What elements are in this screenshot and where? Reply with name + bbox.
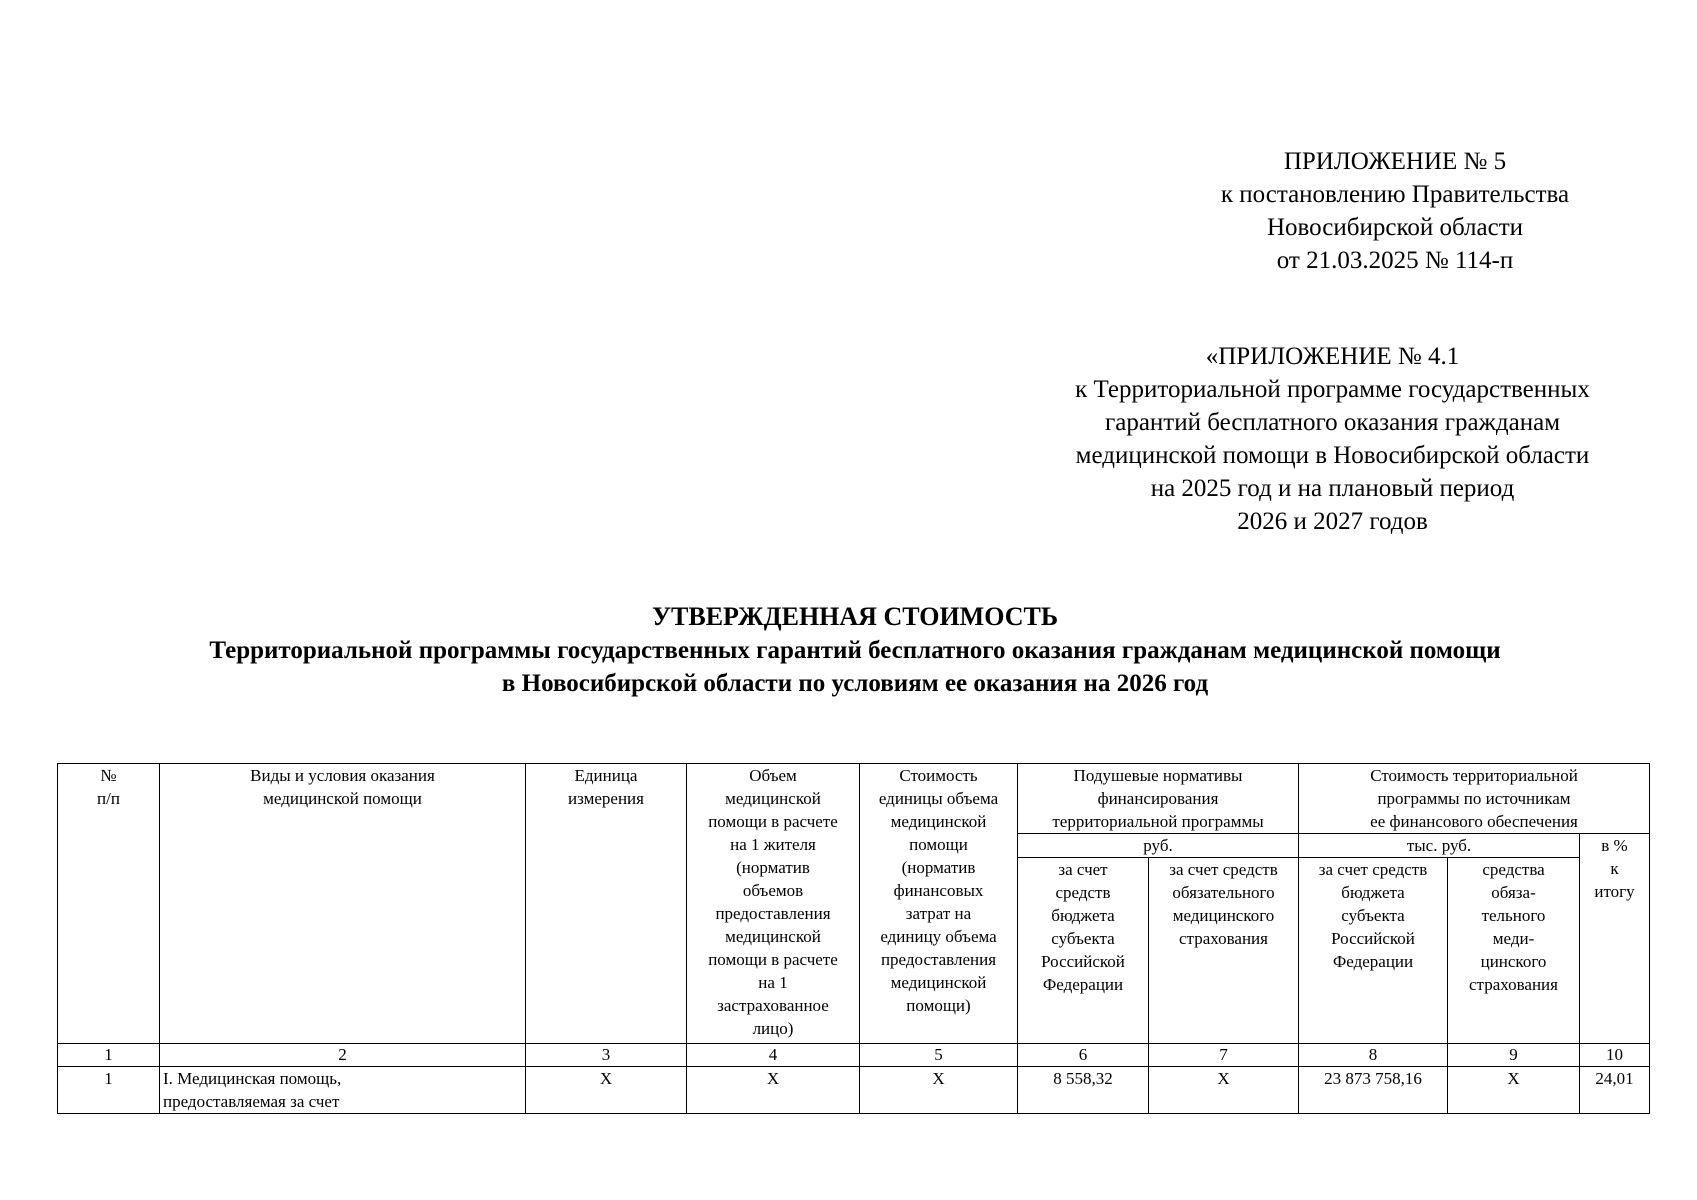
cell-type: I. Медицинская помощь, предоставляемая за счет bbox=[160, 1067, 526, 1114]
title-main: УТВЕРЖДЕННАЯ СТОИМОСТЬ bbox=[651, 602, 1059, 631]
header-budget-rf-2: за счет средств бюджета субъекта Российской Федерации bbox=[1299, 858, 1448, 1044]
appendix-main-line: Новосибирской области bbox=[1266, 214, 1524, 241]
header-num: № п/п bbox=[58, 764, 160, 1044]
appendix-sub-line: на 2025 год и на плановый период bbox=[1150, 475, 1515, 502]
title-line-2: Территориальной программы государственных гарантий бесплатного оказания гражданам медицинской помощи bbox=[209, 637, 1501, 664]
cell-percent: 24,01 bbox=[1580, 1067, 1650, 1114]
header-volume: Объем медицинской помощи в расчете на 1 жителя (норматив объемов предоставления медицинской помощи в расчете на 1 застрахованное лицо) bbox=[687, 764, 860, 1044]
header-per-capita: Подушевые нормативы финансирования территориальной программы bbox=[1018, 764, 1299, 834]
title-line-3: в Новосибирской области по условиям ее оказания на 2026 год bbox=[501, 670, 1209, 697]
table-row bbox=[58, 1067, 1650, 1114]
appendix-sub-block bbox=[1030, 340, 1635, 538]
appendix-sub-line: «ПРИЛОЖЕНИЕ № 4.1 bbox=[1205, 343, 1460, 370]
column-number: 10 bbox=[1580, 1044, 1650, 1067]
header-thous-rub: тыс. руб. bbox=[1299, 834, 1580, 858]
header-types: Виды и условия оказания медицинской помощи bbox=[160, 764, 526, 1044]
appendix-main-line: ПРИЛОЖЕНИЕ № 5 bbox=[1283, 148, 1507, 175]
column-number: 5 bbox=[860, 1044, 1018, 1067]
cost-table bbox=[57, 763, 1650, 1114]
cell-num: 1 bbox=[58, 1067, 160, 1114]
column-number: 7 bbox=[1149, 1044, 1299, 1067]
cell-cost-budget: 23 873 758,16 bbox=[1299, 1067, 1448, 1114]
cell-cost-oms: Х bbox=[1448, 1067, 1580, 1114]
column-number: 8 bbox=[1299, 1044, 1448, 1067]
document-title bbox=[60, 600, 1650, 700]
appendix-sub-line: медицинской помощи в Новосибирской области bbox=[1075, 442, 1590, 469]
appendix-sub-line: к Территориальной программе государственных bbox=[1075, 376, 1590, 403]
cell-per-capita-budget: 8 558,32 bbox=[1018, 1067, 1149, 1114]
appendix-main-block bbox=[1155, 145, 1635, 277]
header-unit: Единица измерения bbox=[526, 764, 687, 1044]
header-percent: в % к итогу bbox=[1580, 834, 1650, 1044]
appendix-main-line: от 21.03.2025 № 114-п bbox=[1276, 247, 1514, 274]
header-oms: за счет средств обязательного медицинского страхования bbox=[1149, 858, 1299, 1044]
header-program-cost: Стоимость территориальной программы по источникам ее финансового обеспечения bbox=[1299, 764, 1650, 834]
cell-unit: Х bbox=[526, 1067, 687, 1114]
header-budget-rf: за счет средств бюджета субъекта Российской Федерации bbox=[1018, 858, 1149, 1044]
column-number: 2 bbox=[160, 1044, 526, 1067]
cell-per-capita-oms: Х bbox=[1149, 1067, 1299, 1114]
column-number: 1 bbox=[58, 1044, 160, 1067]
cell-cost-unit: Х bbox=[860, 1067, 1018, 1114]
header-cost-unit: Стоимость единицы объема медицинской помощи (норматив финансовых затрат на единицу объема предоставления медицинской помощи) bbox=[860, 764, 1018, 1044]
header-rub: руб. bbox=[1018, 834, 1299, 858]
column-number: 6 bbox=[1018, 1044, 1149, 1067]
cell-volume: Х bbox=[687, 1067, 860, 1114]
column-number: 4 bbox=[687, 1044, 860, 1067]
column-number: 3 bbox=[526, 1044, 687, 1067]
appendix-main-line: к постановлению Правительства bbox=[1220, 181, 1570, 208]
appendix-sub-line: гарантий бесплатного оказания гражданам bbox=[1104, 409, 1561, 436]
appendix-sub-line: 2026 и 2027 годов bbox=[1237, 508, 1428, 535]
column-number: 9 bbox=[1448, 1044, 1580, 1067]
column-number-row bbox=[58, 1044, 1650, 1067]
header-oms-2: средства обяза- тельного меди- цинского страхования bbox=[1448, 858, 1580, 1044]
